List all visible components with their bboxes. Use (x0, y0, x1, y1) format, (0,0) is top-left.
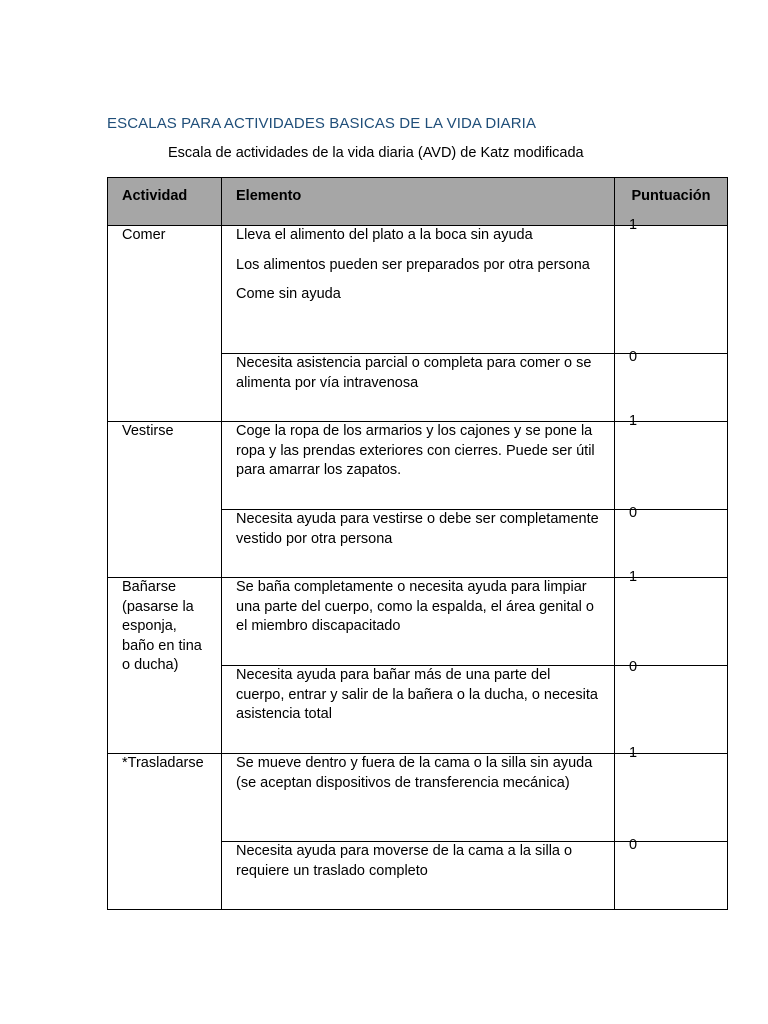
document-title: ESCALAS PARA ACTIVIDADES BASICAS DE LA VIDA DIARIA (107, 115, 537, 132)
score-value: 0 (629, 505, 638, 521)
element-cell (222, 578, 615, 666)
element-text: Se mueve dentro y fuera de la cama o la silla sin ayuda (se aceptan dispositivos de transferencia mecánica) (236, 755, 593, 791)
score-cell (615, 659, 728, 754)
element-text: Lleva el alimento del plato a la boca sin ayuda (236, 227, 533, 243)
activity-cell-banarse (108, 578, 222, 754)
score-value: 0 (629, 349, 638, 365)
element-cell (222, 354, 615, 422)
element-cell (222, 510, 615, 578)
table-row (108, 422, 728, 510)
element-text: Necesita ayuda para vestirse o debe ser completamente vestido por otra persona (236, 511, 599, 547)
header-score: Puntuación (615, 178, 728, 226)
element-text: Necesita asistencia parcial o completa para comer o se alimenta por vía intravenosa (236, 355, 592, 391)
score-cell (615, 349, 728, 422)
activity-label: Comer (122, 227, 166, 243)
table-row (108, 226, 728, 354)
element-text: Come sin ayuda (236, 286, 341, 302)
header-element: Elemento (222, 178, 615, 226)
element-cell (222, 754, 615, 842)
element-text: Necesita ayuda para bañar más de una parte del cuerpo, entrar y salir de la bañera o la ducha, o necesita asistencia total (236, 667, 598, 722)
element-cell (222, 842, 615, 910)
element-text: Necesita ayuda para moverse de la cama a la silla o requiere un traslado completo (236, 843, 573, 879)
score-value: 0 (629, 837, 638, 853)
element-cell (222, 422, 615, 510)
score-cell (615, 217, 728, 354)
table-row (108, 754, 728, 842)
element-cell (222, 666, 615, 754)
element-text: Coge la ropa de los armarios y los cajones y se pone la ropa y las prendas exteriores con cierres. Puede ser útil para amarrar los zapatos. (236, 423, 595, 478)
score-value: 1 (629, 217, 638, 233)
score-cell (615, 569, 728, 666)
activity-cell-vestirse (108, 422, 222, 578)
table-row (108, 578, 728, 666)
document-subtitle: Escala de actividades de la vida diaria (AVD) de Katz modificada (168, 145, 584, 161)
score-value: 1 (629, 569, 638, 585)
score-cell (615, 837, 728, 910)
score-cell (615, 505, 728, 578)
header-activity: Actividad (108, 178, 222, 226)
activity-label: *Trasladarse (122, 755, 204, 771)
score-value: 1 (629, 745, 638, 761)
score-cell (615, 413, 728, 510)
score-cell (615, 745, 728, 842)
element-text: Los alimentos pueden ser preparados por otra persona (236, 256, 590, 273)
activity-cell-comer (108, 226, 222, 422)
activity-cell-trasladarse (108, 754, 222, 910)
activity-label: Bañarse (pasarse la esponja, baño en tina o ducha) (122, 579, 202, 673)
score-value: 0 (629, 659, 638, 675)
element-cell (222, 226, 615, 354)
element-text: Se baña completamente o necesita ayuda para limpiar una parte del cuerpo, como la espalda, el área genital o el miembro discapacitado (236, 579, 594, 634)
activity-label: Vestirse (122, 423, 174, 439)
katz-scale-table (107, 177, 728, 910)
score-value: 1 (629, 413, 638, 429)
